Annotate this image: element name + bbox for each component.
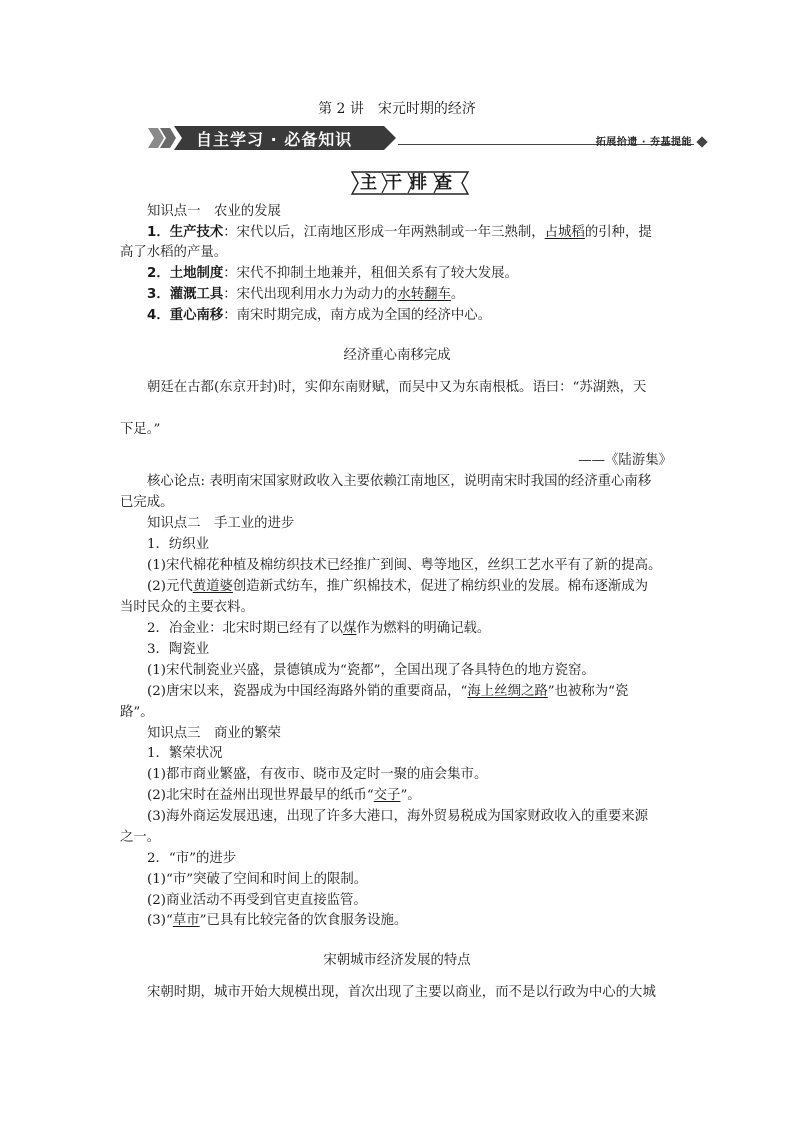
k3-sub1: 1．繁荣状况 bbox=[147, 746, 223, 761]
k2-sub2-pre: 2．冶金业：北宋时期已经有了以 bbox=[147, 621, 343, 636]
k1-item1-label: 1．生产技术 bbox=[147, 225, 224, 240]
k2-sub1-b bbox=[147, 579, 680, 595]
k2-sub1-b-keyword: 黄道婆 bbox=[192, 579, 233, 594]
box1-core-line1: 核心论点: 表明南宋国家财政收入主要依赖江南地区，说明南宋时我国的经济重心南移 bbox=[147, 474, 652, 489]
k2-sub3: 3．陶瓷业 bbox=[147, 642, 210, 657]
k3-sub1-c: (3)海外商运发展迅速，出现了许多大港口，海外贸易税成为国家财政收入的重要来源 bbox=[147, 809, 649, 824]
k1-item3 bbox=[147, 287, 680, 303]
k1-item1-text: ：宋代以后，江南地区形成一年两熟制或一年三熟制， bbox=[223, 225, 545, 240]
k2-heading: 知识点二 手工业的进步 bbox=[147, 516, 295, 531]
k3-sub1-b-keyword: 交子 bbox=[373, 788, 401, 803]
k3-sub2-c-pre: (3)“ bbox=[147, 913, 173, 928]
k3-sub1-b-pre: (2)北宋时在益州出现世界最早的纸币“ bbox=[147, 788, 374, 803]
subhead-box bbox=[350, 170, 470, 196]
k1-item2 bbox=[147, 266, 680, 282]
k1-item2-label: 2．土地制度 bbox=[147, 266, 224, 281]
k3-sub2-a: (1)“市”突破了空间和时间上的限制。 bbox=[147, 872, 368, 887]
k3-heading: 知识点三 商业的繁荣 bbox=[147, 726, 281, 741]
k3-sub1-c-cont: 之一。 bbox=[120, 830, 161, 845]
k1-item1 bbox=[147, 225, 680, 241]
box1-core-line2: 已完成。 bbox=[120, 495, 174, 510]
k2-sub2 bbox=[147, 621, 680, 637]
k1-item1-keyword: 占城稻 bbox=[544, 225, 585, 240]
k2-sub1-b-post: 创造新式纺车，推广织棉技术，促进了棉纺织业的发展。棉布逐渐成为 bbox=[232, 579, 649, 594]
k2-sub3-b-keyword: 海上丝绸之路 bbox=[467, 684, 548, 699]
k2-sub1: 1．纺织业 bbox=[147, 537, 210, 552]
k2-sub2-post: 作为燃料的明确记载。 bbox=[356, 621, 491, 636]
k1-heading: 知识点一 农业的发展 bbox=[147, 204, 281, 219]
k2-sub1-b-cont: 当时民众的主要衣料。 bbox=[120, 600, 254, 615]
k2-sub3-a: (1)宋代制瓷业兴盛，景德镇成为“瓷都”，全国出现了各具特色的地方瓷窑。 bbox=[147, 663, 595, 678]
k2-sub1-b-pre: (2)元代 bbox=[147, 579, 193, 594]
k1-item1-cont: 高了水稻的产量。 bbox=[120, 245, 228, 260]
box1-source: ——《陆游集》 bbox=[578, 453, 672, 468]
k3-sub1-b-post: ”。 bbox=[400, 788, 421, 803]
k1-item3-label: 3．灌溉工具 bbox=[147, 287, 224, 302]
box2-paragraph: 宋朝时期，城市开始大规模出现，首次出现了主要以商业，而不是以行政为中心的大城 bbox=[147, 985, 656, 1000]
k3-sub2-c bbox=[147, 913, 680, 929]
box1-paragraph: 朝廷在古都(东京开封)时，实仰东南财赋，而吴中又为东南根柢。语曰：“苏湖熟，天 bbox=[147, 380, 647, 395]
banner-label: 自主学习 · 必备知识 bbox=[196, 130, 353, 149]
k3-sub2-c-post: ”已具有比较完备的饮食服务设施。 bbox=[199, 913, 408, 928]
k1-item3-text: ：宋代出现利用水力为动力的 bbox=[223, 287, 398, 302]
diamond-icon bbox=[696, 136, 707, 147]
box2-title: 宋朝城市经济发展的特点 bbox=[323, 953, 471, 968]
k2-sub3-b bbox=[147, 684, 680, 700]
k3-sub2-b: (2)商业活动不再受到官吏直接监管。 bbox=[147, 893, 367, 908]
banner-right-label: 拓展拾遗 · 夯基提能 bbox=[595, 137, 692, 148]
box1-paragraph-cont: 下足。” bbox=[120, 422, 161, 437]
k3-sub2: 2．“市”的进步 bbox=[147, 851, 237, 866]
k2-sub3-b-cont: 路”。 bbox=[120, 705, 154, 720]
k1-item3-text-end: 。 bbox=[450, 287, 465, 302]
subhead-text: 主干排查 bbox=[360, 173, 460, 193]
k2-sub3-b-post: ”也被称为“瓷 bbox=[547, 684, 629, 699]
k3-sub2-c-keyword: 草市 bbox=[172, 913, 200, 928]
k1-item3-keyword: 水转翻车 bbox=[397, 287, 451, 302]
k1-item2-text: ：宋代不抑制土地兼并，租佃关系有了较大发展。 bbox=[223, 266, 518, 281]
section-banner bbox=[148, 124, 708, 152]
page-title: 第 2 讲 宋元时期的经济 bbox=[318, 101, 476, 117]
k3-sub1-a: (1)都市商业繁盛，有夜市、晓市及定时一聚的庙会集市。 bbox=[147, 767, 488, 782]
k1-item4 bbox=[147, 308, 680, 324]
k2-sub3-b-pre: (2)唐宋以来，瓷器成为中国经海路外销的重要商品，“ bbox=[147, 684, 468, 699]
k2-sub2-keyword: 煤 bbox=[343, 621, 357, 636]
box1-title: 经济重心南移完成 bbox=[343, 348, 451, 363]
k1-item4-label: 4．重心南移 bbox=[147, 308, 224, 323]
k3-sub1-b bbox=[147, 788, 680, 804]
k1-item1-text-end: 的引种，提 bbox=[584, 225, 652, 240]
k1-item4-text: ：南宋时期完成，南方成为全国的经济中心。 bbox=[223, 308, 492, 323]
k2-sub1-a: (1)宋代棉花种植及棉纺织技术已经推广到闽、粤等地区，丝织工艺水平有了新的提高。 bbox=[147, 558, 662, 573]
